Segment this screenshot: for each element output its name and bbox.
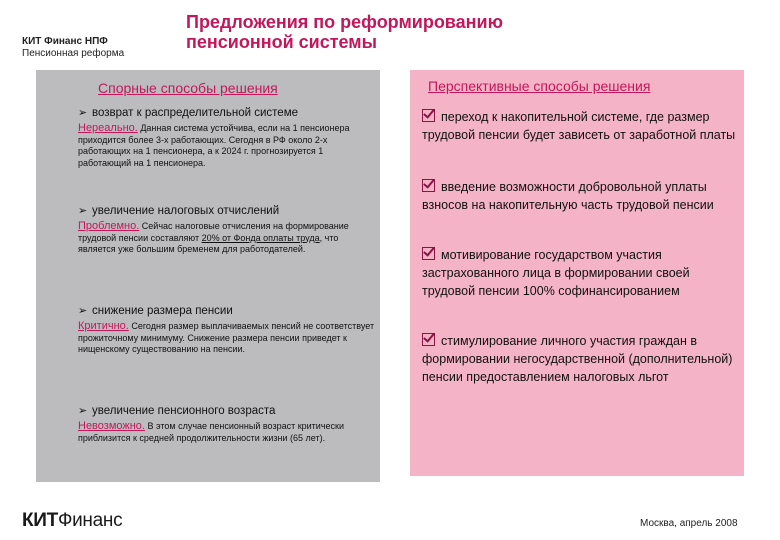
right-item-2 <box>422 178 742 214</box>
arrow-bullet-icon: ➢ <box>78 405 88 417</box>
left-item-1 <box>78 106 378 169</box>
footer-date: Москва, апрель 2008 <box>640 518 738 529</box>
left-item-2 <box>78 204 378 256</box>
left-item-text: В этом случае пенсионный возраст критически приблизится к средней продолжительности жизни (65 лет). <box>78 421 344 443</box>
left-item-lead: Проблемно. <box>78 220 140 232</box>
arrow-bullet-icon: ➢ <box>78 107 88 119</box>
left-heading: Спорные способы решения <box>98 80 278 96</box>
left-item-4 <box>78 404 378 444</box>
page-title-line1: Предложения по реформированию <box>186 12 503 32</box>
right-item-text: стимулирование личного участия граждан в формировании негосударственной (дополнительной) пенсии предоставлением налоговых льгот <box>422 334 733 384</box>
header-logo <box>22 36 124 60</box>
footer-logo-part2: Финанс <box>57 510 123 531</box>
right-item-4 <box>422 332 742 386</box>
left-item-desc <box>78 321 378 356</box>
brand-subtitle: Пенсионная реформа <box>22 48 125 59</box>
left-item-text: Сегодня размер выплачиваемых пенсий не соответствует прожиточному минимуму. Снижение размера пенсии приведет к нищенскому существованию на пенсии. <box>78 321 375 354</box>
footer-logo <box>22 510 122 532</box>
left-item-3 <box>78 304 378 356</box>
left-item-bullet: возврат к распределительной системе <box>92 107 299 119</box>
right-item-text: введение возможности добровольной уплаты взносов на накопительную часть трудовой пенсии <box>422 180 714 212</box>
arrow-bullet-icon: ➢ <box>78 305 88 317</box>
left-item-text: Сейчас налоговые отчисления на формирование трудовой пенсии составляют <box>78 221 349 243</box>
left-item-desc <box>78 123 378 169</box>
page-title-line2: пенсионной системы <box>186 32 377 52</box>
left-item-desc <box>78 421 378 444</box>
left-panel <box>36 70 380 482</box>
left-item-bullet: увеличение пенсионного возраста <box>92 405 276 417</box>
brand-name: КИТ Финанс НПФ <box>22 36 108 47</box>
right-item-1 <box>422 108 742 144</box>
left-item-text: Данная система устойчива, если на 1 пенсионера приходится более 3-х работающих. Сегодня в РФ около 2-х работающих на 1 пенсионера, а к 2024 г. прогнозируется 1 работающий на 1 пенсионера. <box>78 123 350 168</box>
right-item-text: переход к накопительной системе, где размер трудовой пенсии будет зависеть от заработной платы <box>422 110 736 142</box>
left-item-lead: Нереально. <box>78 122 138 134</box>
footer-logo-part1: КИТ <box>22 510 58 531</box>
left-item-lead: Невозможно. <box>78 420 145 432</box>
arrow-bullet-icon: ➢ <box>78 205 88 217</box>
left-item-text: , что является уже большим бременем для работодателей. <box>78 232 339 254</box>
checkbox-icon <box>422 333 435 346</box>
left-item-bullet: снижение размера пенсии <box>92 305 233 317</box>
checkbox-icon <box>422 247 435 260</box>
right-item-text: мотивирование государством участия застрахованного лица в формировании своей трудовой пенсии 100% софинансированием <box>422 248 690 298</box>
checkbox-icon <box>422 179 435 192</box>
left-item-text-underlined: 20% от Фонда оплаты труда <box>201 232 320 243</box>
left-item-lead: Критично. <box>78 320 129 332</box>
right-heading: Перспективные способы решения <box>428 78 651 94</box>
right-item-3 <box>422 246 742 300</box>
checkbox-icon <box>422 109 435 122</box>
left-item-bullet: увеличение налоговых отчислений <box>92 205 280 217</box>
right-panel <box>410 70 744 476</box>
page-title <box>186 12 606 52</box>
left-item-desc <box>78 221 378 256</box>
